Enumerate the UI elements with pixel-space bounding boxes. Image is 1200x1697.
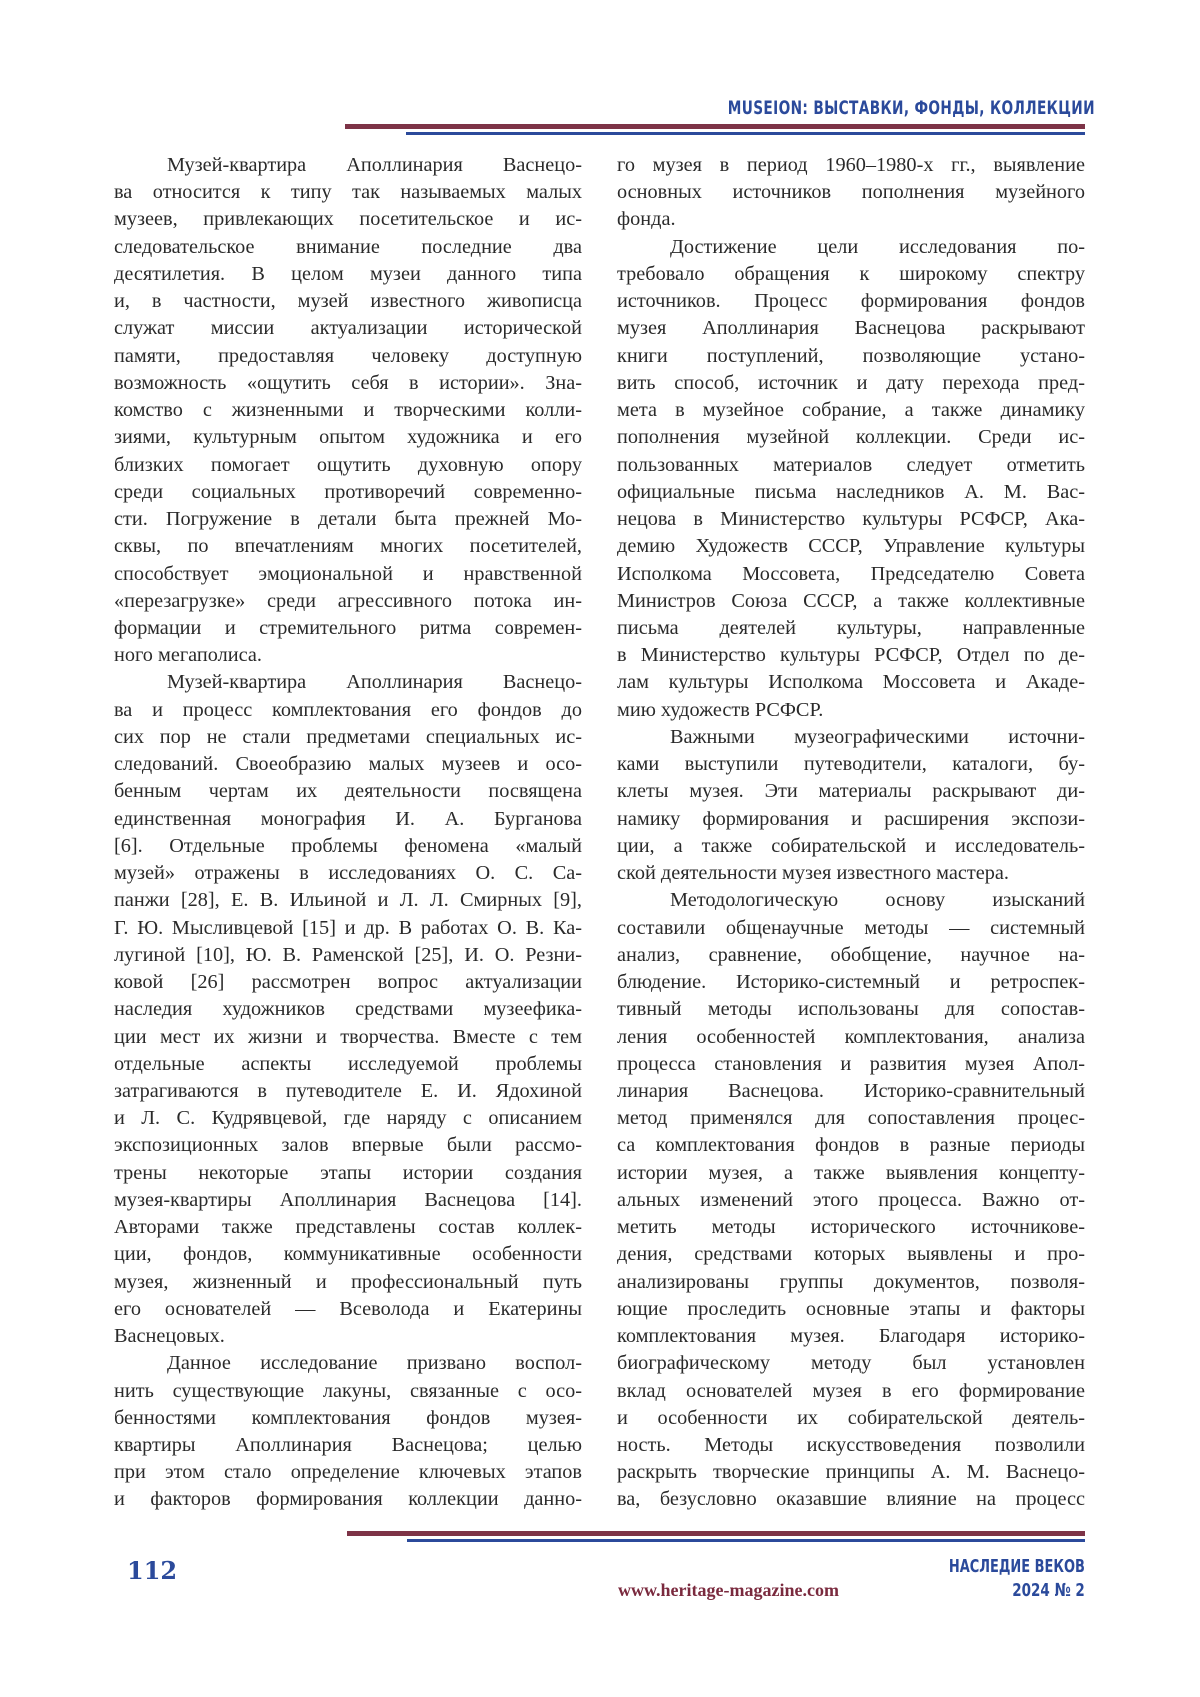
- text-line: и особенности их собирательской деятель-: [617, 1405, 1085, 1432]
- text-line: и факторов формирования коллекции данно-: [114, 1486, 582, 1513]
- text-line: нецова в Министерство культуры РСФСР, Ака-: [617, 506, 1085, 533]
- text-line: музей» отражены в исследованиях О. С. Са-: [114, 860, 582, 887]
- text-line: «перезагрузке» среди агрессивного потока ин-: [114, 588, 582, 615]
- text-line: пополнения музейной коллекции. Среди ис-: [617, 424, 1085, 451]
- paragraph: [114, 1350, 582, 1513]
- text-line: музея, жизненный и профессиональный путь: [114, 1269, 582, 1296]
- text-line: Авторами также представлены состав коллек-: [114, 1214, 582, 1241]
- text-line: музея Аполлинария Васнецова раскрывают: [617, 315, 1085, 342]
- website-link[interactable]: www.heritage-magazine.com: [618, 1580, 839, 1601]
- text-line: вклад основателей музея в его формирование: [617, 1378, 1085, 1405]
- text-line: метить методы исторического источникове-: [617, 1214, 1085, 1241]
- text-line: следований. Своеобразию малых музеев и осо-: [114, 751, 582, 778]
- text-line: Достижение цели исследования по-: [617, 234, 1085, 261]
- text-line: и, в частности, музей известного живописца: [114, 288, 582, 315]
- text-line: Важными музеографическими источни-: [617, 724, 1085, 751]
- text-line: при этом стало определение ключевых этапов: [114, 1459, 582, 1486]
- text-line: способствует эмоциональной и нравственной: [114, 561, 582, 588]
- text-line: ции мест их жизни и творчества. Вместе с тем: [114, 1024, 582, 1051]
- text-column-left: [114, 152, 582, 1514]
- text-line: книги поступлений, позволяющие устано-: [617, 343, 1085, 370]
- text-line: лам культуры Исполкома Моссовета и Акаде-: [617, 669, 1085, 696]
- footer-rule-blue: [407, 1539, 1085, 1542]
- text-line: в Министерство культуры РСФСР, Отдел по де-: [617, 642, 1085, 669]
- text-line: Министров Союза СССР, а также коллективные: [617, 588, 1085, 615]
- text-line: ющие проследить основные этапы и факторы: [617, 1296, 1085, 1323]
- journal-issue: 2024 № 2: [1012, 1580, 1085, 1601]
- text-line: музея-квартиры Аполлинария Васнецова [14].: [114, 1187, 582, 1214]
- text-line: пользованных материалов следует отметить: [617, 452, 1085, 479]
- text-line: бенностями комплектования фондов музея-: [114, 1405, 582, 1432]
- text-line: мию художеств РСФСР.: [617, 697, 1085, 724]
- text-line: комплектования музея. Благодаря историко-: [617, 1323, 1085, 1350]
- text-line: основных источников пополнения музейного: [617, 179, 1085, 206]
- text-line: ного мегаполиса.: [114, 642, 582, 669]
- text-line: нить существующие лакуны, связанные с осо-: [114, 1378, 582, 1405]
- text-line: анализ, сравнение, обобщение, научное на-: [617, 942, 1085, 969]
- paragraph: [114, 152, 582, 669]
- text-line: памяти, предоставляя человеку доступную: [114, 343, 582, 370]
- text-line: комство с жизненными и творческими колли-: [114, 397, 582, 424]
- text-line: ва и процесс комплектования его фондов до: [114, 697, 582, 724]
- text-line: служат миссии актуализации исторической: [114, 315, 582, 342]
- text-line: вить способ, источник и дату перехода пред-: [617, 370, 1085, 397]
- section-title: MUSEION: ВЫСТАВКИ, ФОНДЫ, КОЛЛЕКЦИИ: [728, 97, 1095, 119]
- text-line: десятилетия. В целом музеи данного типа: [114, 261, 582, 288]
- text-line: фонда.: [617, 206, 1085, 233]
- text-line: официальные письма наследников А. М. Вас-: [617, 479, 1085, 506]
- text-line: близких помогает ощутить духовную опору: [114, 452, 582, 479]
- text-line: сих пор не стали предметами специальных ис-: [114, 724, 582, 751]
- text-line: составили общенаучные методы — системный: [617, 915, 1085, 942]
- text-line: са комплектования фондов в разные периоды: [617, 1132, 1085, 1159]
- text-line: Данное исследование призвано воспол-: [114, 1350, 582, 1377]
- text-line: метод применялся для сопоставления процес-: [617, 1105, 1085, 1132]
- footer-rule-red: [347, 1531, 1085, 1536]
- text-line: блюдение. Историко-системный и ретроспек-: [617, 969, 1085, 996]
- text-line: ками выступили путеводители, каталоги, бу-: [617, 751, 1085, 778]
- text-line: Музей-квартира Аполлинария Васнецо-: [114, 669, 582, 696]
- text-line: зиями, культурным опытом художника и его: [114, 424, 582, 451]
- paragraph: [617, 887, 1085, 1513]
- text-line: следовательское внимание последние два: [114, 234, 582, 261]
- text-line: и Л. С. Кудрявцевой, где наряду с описанием: [114, 1105, 582, 1132]
- text-line: ковой [26] рассмотрен вопрос актуализации: [114, 969, 582, 996]
- text-line: отдельные аспекты исследуемой проблемы: [114, 1051, 582, 1078]
- text-line: ской деятельности музея известного мастера.: [617, 860, 1085, 887]
- text-line: процесса становления и развития музея Апол-: [617, 1051, 1085, 1078]
- text-line: формации и стремительного ритма современ-: [114, 615, 582, 642]
- text-line: единственная монография И. А. Бурганова: [114, 806, 582, 833]
- paragraph: [617, 724, 1085, 887]
- text-line: ва, безусловно оказавшие влияние на процесс: [617, 1486, 1085, 1513]
- text-line: наследия художников средствами музеефика-: [114, 996, 582, 1023]
- text-line: трены некоторые этапы истории создания: [114, 1160, 582, 1187]
- text-line: истории музея, а также выявления концепту-: [617, 1160, 1085, 1187]
- text-line: ции, фондов, коммуникативные особенности: [114, 1241, 582, 1268]
- text-line: биографическому методу был установлен: [617, 1350, 1085, 1377]
- text-line: демию Художеств СССР, Управление культуры: [617, 533, 1085, 560]
- text-line: [6]. Отдельные проблемы феномена «малый: [114, 833, 582, 860]
- text-line: линария Васнецова. Историко-сравнительный: [617, 1078, 1085, 1105]
- text-line: анализированы группы документов, позволя-: [617, 1269, 1085, 1296]
- text-line: ции, а также собирательской и исследователь-: [617, 833, 1085, 860]
- page-number: 112: [127, 1556, 177, 1585]
- text-line: бенным чертам их деятельности посвящена: [114, 778, 582, 805]
- text-line: его основателей — Всеволода и Екатерины: [114, 1296, 582, 1323]
- text-line: источников. Процесс формирования фондов: [617, 288, 1085, 315]
- text-line: квартиры Аполлинария Васнецова; целью: [114, 1432, 582, 1459]
- text-line: лугиной [10], Ю. В. Раменской [25], И. О. Резни-: [114, 942, 582, 969]
- text-line: клеты музея. Эти материалы раскрывают ди-: [617, 778, 1085, 805]
- paragraph: [114, 669, 582, 1350]
- text-line: ва относится к типу так называемых малых: [114, 179, 582, 206]
- text-line: ления особенностей комплектования, анализа: [617, 1024, 1085, 1051]
- text-column-right: [617, 152, 1085, 1514]
- text-line: музеев, привлекающих посетительское и ис-: [114, 206, 582, 233]
- text-line: мета в музейное собрание, а также динамику: [617, 397, 1085, 424]
- text-line: го музея в период 1960–1980-х гг., выявление: [617, 152, 1085, 179]
- text-line: панжи [28], Е. В. Ильиной и Л. Л. Смирных [9],: [114, 887, 582, 914]
- paragraph: [617, 234, 1085, 724]
- text-line: сквы, по впечатлениям многих посетителей,: [114, 533, 582, 560]
- text-line: Г. Ю. Мысливцевой [15] и др. В работах О. В. Ка-: [114, 915, 582, 942]
- paragraph: [617, 152, 1085, 234]
- text-line: тивный методы использованы для сопостав-: [617, 996, 1085, 1023]
- text-line: требовало обращения к широкому спектру: [617, 261, 1085, 288]
- text-line: ность. Методы искусствоведения позволили: [617, 1432, 1085, 1459]
- text-line: сти. Погружение в детали быта прежней Мо-: [114, 506, 582, 533]
- text-line: среди социальных противоречий современно-: [114, 479, 582, 506]
- text-line: экспозиционных залов впервые были рассмо-: [114, 1132, 582, 1159]
- text-line: Васнецовых.: [114, 1323, 582, 1350]
- text-line: Музей-квартира Аполлинария Васнецо-: [114, 152, 582, 179]
- text-line: Методологическую основу изысканий: [617, 887, 1085, 914]
- text-line: Исполкома Моссовета, Председателю Совета: [617, 561, 1085, 588]
- text-line: возможность «ощутить себя в истории». Зна-: [114, 370, 582, 397]
- text-line: намику формирования и расширения экспози-: [617, 806, 1085, 833]
- text-line: раскрыть творческие принципы А. М. Васнецо-: [617, 1459, 1085, 1486]
- header-rule-red: [345, 124, 1085, 129]
- text-line: письма деятелей культуры, направленные: [617, 615, 1085, 642]
- header-rule-blue: [406, 132, 1085, 135]
- text-line: дения, средствами которых выявлены и про-: [617, 1241, 1085, 1268]
- text-line: альных изменений этого процесса. Важно от-: [617, 1187, 1085, 1214]
- journal-name: НАСЛЕДИЕ ВЕКОВ: [949, 1556, 1085, 1577]
- text-line: затрагиваются в путеводителе Е. И. Ядохиной: [114, 1078, 582, 1105]
